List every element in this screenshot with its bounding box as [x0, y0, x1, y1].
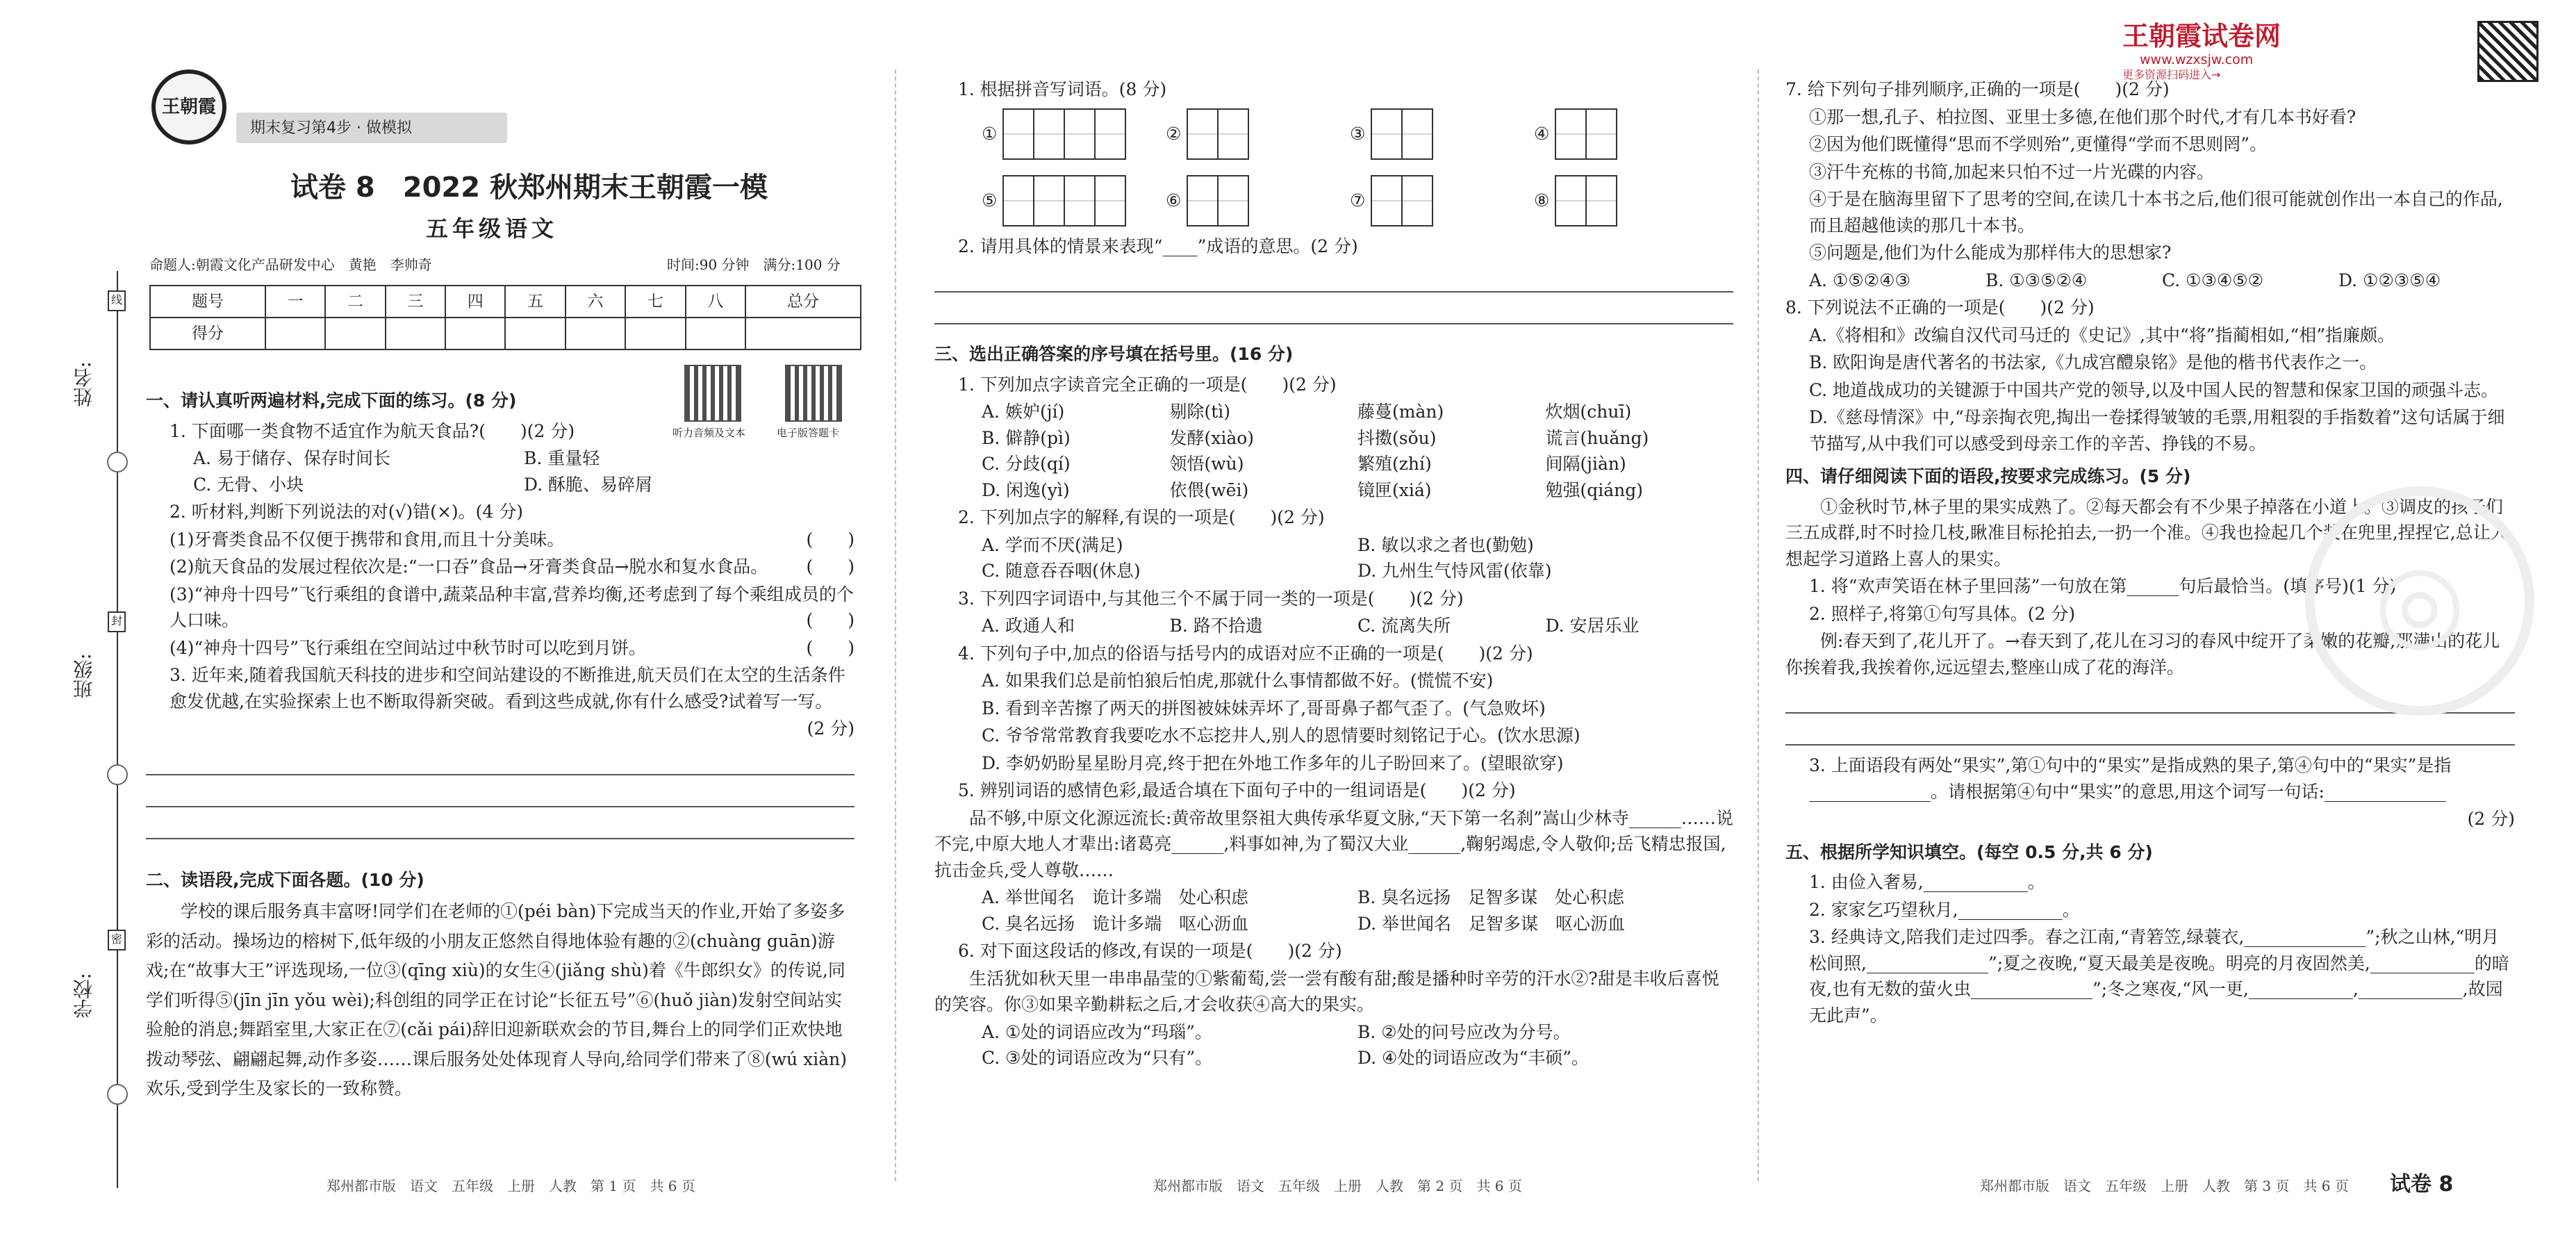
- grade-title: 五年级语文: [426, 215, 559, 242]
- page-footer: 郑州都市版 语文 五年级 上册 人教 第 1 页 共 6 页: [327, 1178, 695, 1194]
- column-divider: [1758, 69, 1759, 1181]
- binding-line: [117, 271, 118, 1188]
- judge-text: (2)航天食品的发展过程依次是:“一口吞”食品→牙膏类食品→脱水和复水食品。: [170, 557, 768, 577]
- margin-mark-secret: 密: [108, 930, 126, 950]
- margin-mark-seal: 封: [108, 611, 126, 632]
- option[interactable]: B. ①③⑤②④: [1985, 270, 2088, 290]
- answer-line[interactable]: [146, 743, 854, 775]
- answer-paren[interactable]: ( ): [806, 610, 854, 630]
- question: 3. 下列四字词语中,与其他三个不属于同一类的一项是( )(2 分): [958, 588, 1464, 609]
- options: [934, 399, 1733, 503]
- section-1-title: 一、请认真听两遍材料,完成下面的练习。(8 分): [146, 390, 517, 411]
- option: 抖擞(sǒu): [1357, 427, 1437, 448]
- option: 繁殖(zhí): [1357, 454, 1432, 474]
- brand-name: 王朝霞试卷网: [2122, 21, 2281, 51]
- option[interactable]: B. 看到辛苦擦了两天的拼图被妹妹弄坏了,哥哥鼻子都气歪了。(气急败坏): [982, 698, 1546, 718]
- brand-tip: 更多资源扫码进入→: [2122, 68, 2221, 81]
- option[interactable]: C. 臭名远扬 诡计多端 呕心沥血: [982, 913, 1249, 934]
- word-grid: [1166, 108, 1350, 160]
- grid-label: ②: [1166, 123, 1182, 144]
- score-header: 三: [386, 286, 445, 318]
- option: 依偎(wēi): [1169, 479, 1249, 500]
- question: 3. 上面语段有两处“果实”,第①句中的“果实”是指成熟的果子,第④句中的“果实”是指______________。请根据第④句中“果实”的意思,用这个词写一句话:______________: [1809, 755, 2452, 802]
- word-grid: [982, 108, 1166, 160]
- option[interactable]: A. 嫉妒(jí): [982, 402, 1065, 422]
- option[interactable]: C. 爷爷常常教育我要吃水不忘挖井人,别人的恩情要时刻铭记于心。(饮水思源): [982, 725, 1580, 746]
- option[interactable]: A. ①处的词语应改为“玛瑙”。: [982, 1021, 1212, 1042]
- question: 1. 根据拼音写词语。(8 分): [958, 79, 1167, 99]
- fill-item[interactable]: 2. 家家乞巧望秋月,____________。: [1809, 899, 2080, 920]
- option: 谎言(huǎng): [1545, 427, 1649, 448]
- option[interactable]: A. 举世闻名 诡计多端 处心积虑: [982, 887, 1248, 907]
- answer-paren[interactable]: ( ): [806, 529, 854, 550]
- brand-url: www.wzxsjw.com: [2140, 52, 2254, 67]
- sentence-item: ①那一想,孔子、柏拉图、亚里士多德,在他们那个时代,才有几本书好看?: [1809, 106, 2356, 127]
- option[interactable]: A. 学而不厌(满足): [982, 534, 1123, 555]
- word-grid: [1534, 108, 1718, 160]
- question: 1. 下面哪一类食物不适宜作为航天食品?( )(2 分): [170, 420, 575, 441]
- grid-label: ⑦: [1350, 190, 1366, 211]
- judge-item: [146, 527, 854, 553]
- word-grid: [1534, 175, 1718, 227]
- grid-label: ③: [1350, 123, 1366, 144]
- step-banner: 期末复习第4步 · 做模拟: [236, 113, 507, 143]
- question: 4. 下列句子中,加点的俗语与括号内的成语对应不正确的一项是( )(2 分): [958, 643, 1533, 664]
- page-footer: 郑州都市版 语文 五年级 上册 人教 第 2 页 共 6 页: [1153, 1178, 1522, 1194]
- question: 1. 下列加点字读音完全正确的一项是( )(2 分): [958, 374, 1337, 395]
- word-grid: [1350, 175, 1534, 227]
- char-boxes[interactable]: [1555, 175, 1616, 227]
- option[interactable]: D. 酥脆、易碎屑: [524, 474, 653, 495]
- option[interactable]: C. ①③④⑤②: [2162, 270, 2264, 290]
- option[interactable]: D. 闲逸(yì): [982, 479, 1070, 500]
- section-3-title: 三、选出正确答案的序号填在括号里。(16 分): [934, 344, 1294, 364]
- column-divider: [895, 69, 896, 1181]
- score-cell[interactable]: [386, 318, 445, 349]
- option[interactable]: D.《慈母情深》中,“母亲掏衣兜,掏出一卷揉得皱皱的毛票,用粗裂的手指数着”这句话属于细节描写,从中我们可以感受到母亲工作的辛苦、挣钱的不易。: [1809, 407, 2505, 454]
- option: 发酵(xiào): [1169, 427, 1255, 448]
- score-header: 七: [625, 286, 685, 318]
- binding-hole-icon: [107, 1084, 128, 1105]
- score-row-label: 得分: [150, 318, 265, 349]
- score-header: 八: [686, 286, 745, 318]
- score-header: 一: [265, 286, 325, 318]
- options: [934, 613, 1733, 639]
- option[interactable]: A.《将相和》改编自汉代司马迁的《史记》,其中“将”指蔺相如,“相”指廉颇。: [1809, 324, 2395, 345]
- option[interactable]: D. 安居乐业: [1545, 616, 1640, 636]
- question: 2. 照样子,将第①句写具体。(2 分): [1809, 603, 2076, 624]
- score-table-header-row: [150, 286, 861, 318]
- sentence-item: ⑤问题是,他们为什么能成为那样伟大的思想家?: [1809, 242, 2172, 263]
- option[interactable]: C. 随意吞吞咽(休息): [982, 561, 1141, 581]
- question: 2. 下列加点字的解释,有误的一项是( )(2 分): [958, 507, 1325, 527]
- paper-label: 试卷 8: [2390, 1172, 2454, 1196]
- judge-item: [146, 635, 854, 661]
- sentence-item: ②因为他们既懂得“思而不学则殆”,更懂得“学而不思则罔”。: [1809, 134, 2268, 154]
- class-label: 班级:: [72, 653, 95, 699]
- score-cell[interactable]: [265, 318, 325, 349]
- option[interactable]: C. 无骨、小块: [193, 474, 304, 495]
- score-header: 题号: [150, 286, 265, 318]
- sentence-item: ③汗牛充栋的书简,加起来只怕不过一片光碟的内容。: [1809, 161, 2214, 182]
- pinyin-grid: [982, 108, 1718, 227]
- score-note: (2 分): [2467, 809, 2515, 829]
- answer-line[interactable]: [934, 261, 1733, 293]
- word-grid: [1166, 175, 1350, 227]
- char-boxes[interactable]: [1002, 108, 1125, 160]
- option[interactable]: A. 易于储存、保存时间长: [193, 448, 390, 468]
- answer-line[interactable]: [934, 293, 1733, 324]
- answer-paren[interactable]: ( ): [806, 637, 854, 658]
- grid-label: ⑤: [982, 190, 998, 211]
- char-boxes[interactable]: [1187, 108, 1248, 160]
- option[interactable]: D. 李奶奶盼星星盼月亮,终于把在外地工作多年的儿子盼回来了。(望眼欲穿): [982, 752, 1564, 773]
- score-header: 六: [565, 286, 625, 318]
- option[interactable]: D. ①②③⑤④: [2338, 270, 2441, 290]
- page-column-1: [146, 381, 854, 1105]
- options: [934, 1019, 1733, 1071]
- answer-line[interactable]: [146, 807, 854, 839]
- option[interactable]: B. 敏以求之者也(勤勉): [1357, 534, 1534, 555]
- question: 2. 听材料,判断下列说法的对(√)错(×)。(4 分): [170, 502, 523, 522]
- judge-item: [146, 582, 854, 634]
- exam-title: 试卷 8 2022 秋郑州期末王朝霞一模: [290, 172, 768, 204]
- answer-paren[interactable]: ( ): [806, 557, 854, 577]
- option: 藤蔓(màn): [1357, 402, 1444, 422]
- judge-item: [146, 554, 854, 580]
- page-column-2: [934, 75, 1733, 1071]
- option[interactable]: B. 僻静(pì): [982, 427, 1071, 448]
- option[interactable]: A. 政通人和: [982, 616, 1075, 636]
- question: 7. 给下列句子排列顺序,正确的一项是( )(2 分): [1785, 79, 2170, 99]
- name-label: 姓名:: [72, 361, 95, 407]
- score-cell[interactable]: [445, 318, 505, 349]
- option[interactable]: B. 路不拾遗: [1169, 616, 1263, 636]
- time-info: 时间:90 分钟 满分:100 分: [667, 256, 841, 273]
- char-boxes[interactable]: [1371, 175, 1432, 227]
- grid-label: ⑥: [1166, 190, 1182, 211]
- option: 勉强(qiáng): [1545, 479, 1644, 500]
- reading-passage: 学校的课后服务真丰富呀!同学们在老师的①(péi bàn)下完成当天的作业,开始了多姿多彩的活动。操场边的榕树下,低年级的小朋友正悠然自得地体验有趣的②(chuàng guān)游戏;在“故事大王”评选现场,一位③(qīng xiù)的女生④(jiǎng shù)着《牛郎织女》的传说,同学们听得⑤(jīn jīn yǒu wèi);科创组的同学正在讨论“长征五号”⑥(huǒ jiàn)发射空间站实验舱的消息;舞蹈室里,大家正在⑦(cǎi pái)辞旧迎新联欢会的节目,舞台上的同学们正欢快地拨动琴弦、翩翩起舞,动作多姿……课后服务处处体现育人导向,给同学们带来了⑧(wú xiàn)欢乐,受到学生及家长的一致称赞。: [146, 901, 847, 1098]
- score-cell[interactable]: [505, 318, 565, 349]
- logo: [151, 69, 226, 145]
- word-grid: [982, 175, 1166, 227]
- option[interactable]: B. 欧阳询是唐代著名的书法家,《九成宫醴泉铭》是他的楷书代表作之一。: [1809, 352, 2377, 372]
- option[interactable]: C. 地道战成功的关键源于中国共产党的领导,以及中国人民的智慧和保家卫国的顽强斗志。: [1809, 379, 2499, 400]
- score-header: 总分: [745, 286, 861, 318]
- score-note: (2 分): [807, 718, 854, 739]
- logo-text: 王朝霞: [161, 96, 216, 117]
- score-cell[interactable]: [325, 318, 385, 349]
- option[interactable]: A. ①⑤②④③: [1809, 270, 1911, 290]
- options: [934, 532, 1733, 584]
- option: 炊烟(chuī): [1545, 402, 1632, 422]
- question-text: 生活犹如秋天里一串串晶莹的①紫葡萄,尝一尝有酸有甜;酸是播种时辛劳的汗水②?甜是丰收后喜悦的笑容。你③如果辛勤耕耘之后,才会收获④高大的果实。: [934, 968, 1719, 1014]
- option: 领悟(wù): [1169, 454, 1244, 474]
- option[interactable]: C. 流离失所: [1357, 616, 1451, 636]
- option[interactable]: A. 如果我们总是前怕狼后怕虎,那就什么事情都做不好。(慌慌不安): [982, 670, 1494, 691]
- binding-hole-icon: [107, 764, 128, 785]
- options: [1785, 267, 2515, 294]
- section-5-title: 五、根据所学知识填空。(每空 0.5 分,共 6 分): [1785, 841, 2153, 862]
- char-boxes[interactable]: [1371, 108, 1432, 160]
- example: 例:春天到了,花儿开了。→春天到了,花儿在习习的春风中绽开了柔嫩的花瓣,那满山的花儿你挨着我,我挨着你,远远望去,整座山成了花的海洋。: [1785, 631, 2500, 677]
- option[interactable]: D. ④处的词语应改为“丰硕”。: [1357, 1048, 1590, 1068]
- watermark-stamp-icon: ◎: [2305, 486, 2534, 716]
- char-boxes[interactable]: [1002, 175, 1125, 227]
- answer-line[interactable]: [1785, 714, 2515, 746]
- fill-item[interactable]: 1. 由俭入奢易,____________。: [1809, 872, 2045, 892]
- option[interactable]: C. 分歧(qí): [982, 454, 1071, 474]
- section-2-title: 二、读语段,完成下面各题。(10 分): [146, 869, 424, 890]
- char-boxes[interactable]: [1187, 175, 1248, 227]
- grid-label: ④: [1534, 123, 1550, 144]
- sentence-item: ④于是在脑海里留下了思考的空间,在读几十本书之后,他们很可能就创作出一本自己的作品,而且超越他读的那几十本书。: [1809, 189, 2503, 236]
- judge-text: (4)“神舟十四号”飞行乘组在空间站过中秋节时可以吃到月饼。: [170, 637, 646, 658]
- authors: 命题人:朝霞文化产品研发中心 黄艳 李帅奇: [149, 256, 432, 273]
- question: 3. 近年来,随着我国航天科技的进步和空间站建设的不断推进,航天员们在太空的生活条件愈发优越,在实验探索上也不断取得新突破。看到这些成就,你有什么感受?试着写一写。: [170, 665, 845, 711]
- judge-text: (3)“神舟十四号”飞行乘组的食谱中,蔬菜品种丰富,营养均衡,还考虑到了每个乘组成员的个人口味。: [170, 584, 854, 630]
- question: 2. 请用具体的情景来表现“____”成语的意思。(2 分): [958, 236, 1358, 256]
- option: 间隔(jiàn): [1545, 454, 1626, 474]
- score-header: 四: [445, 286, 505, 318]
- word-grid: [1350, 108, 1534, 160]
- answer-sheet-qr-caption: 电子版答题卡: [777, 427, 840, 439]
- options: [934, 884, 1733, 937]
- section-4-title: 四、请仔细阅读下面的语段,按要求完成练习。(5 分): [1785, 466, 2191, 486]
- page-footer: 郑州都市版 语文 五年级 上册 人教 第 3 页 共 6 页: [1980, 1178, 2349, 1194]
- option[interactable]: D. 九州生气恃风雷(依靠): [1357, 561, 1552, 581]
- margin-mark-line: 线: [108, 290, 126, 311]
- question: 1. 将“欢声笑语在林子里回荡”一句放在第______句后最恰当。(填序号)(1 分): [1809, 576, 2397, 596]
- grid-label: ⑧: [1534, 190, 1550, 211]
- audio-qr-caption: 听力音频及文本: [672, 427, 746, 439]
- score-cell[interactable]: [565, 318, 625, 349]
- fill-item[interactable]: 3. 经典诗文,陪我们走过四季。春之江南,“青箬笠,绿蓑衣,______________”;秋之山林,“明月松间照,______________”;夏之夜晚,“夏天最美是夜晚。明亮的月夜固然美,____________的暗夜,也有无数的萤火虫______________”;冬之寒夜,“风一更,____________,____________,故园无此声”。: [1809, 927, 2509, 1026]
- option: 剔除(tì): [1169, 402, 1231, 422]
- school-label: 学校:: [72, 973, 95, 1019]
- option: 镜匣(xiá): [1357, 479, 1432, 500]
- question: 8. 下列说法不正确的一项是( )(2 分): [1785, 297, 2095, 318]
- question-text: 品不够,中原文化源远流长:黄帝故里祭祖大典传承华夏文脉,“天下第一名刹”嵩山少林寺______……说不完,中原大地人才辈出:诸葛亮______,料事如神,为了蜀汉大业______,鞠躬竭虑,令人敬仰;岳飞精忠报国,抗击金兵,受人尊敬……: [934, 807, 1733, 880]
- char-boxes[interactable]: [1555, 108, 1616, 160]
- question: 6. 对下面这段话的修改,有误的一项是( )(2 分): [958, 941, 1342, 961]
- score-table: [149, 285, 861, 350]
- binding-hole-icon: [107, 452, 128, 472]
- score-cell[interactable]: [745, 318, 861, 349]
- option[interactable]: B. ②处的问号应改为分号。: [1357, 1021, 1571, 1042]
- score-header: 二: [325, 286, 385, 318]
- answer-line[interactable]: [146, 775, 854, 807]
- option[interactable]: D. 举世闻名 足智多谋 呕心沥血: [1357, 913, 1626, 934]
- score-header: 五: [505, 286, 565, 318]
- grid-label: ①: [982, 123, 998, 144]
- option[interactable]: B. 重量轻: [524, 448, 600, 468]
- option[interactable]: B. 臭名远扬 足智多谋 处心积虑: [1357, 887, 1625, 907]
- option[interactable]: C. ③处的词语应改为“只有”。: [982, 1048, 1213, 1068]
- question: 5. 辨别词语的感情色彩,最适合填在下面句子中的一组词语是( )(2 分): [958, 780, 1516, 800]
- score-cell[interactable]: [625, 318, 685, 349]
- options: [146, 445, 854, 497]
- score-table-row: [150, 318, 861, 349]
- score-cell[interactable]: [686, 318, 745, 349]
- reading-passage: ①金秋时节,林子里的果实成熟了。②每天都会有不少果子掉落在小道上。③调皮的孩子们三五成群,时不时捡几枝,瞅准目标抡拍去,一扔一个准。④我也捡起几个装在兜里,捏捏它,总让人想起学习道路上喜人的果实。: [1785, 496, 2508, 569]
- judge-text: (1)牙膏类食品不仅便于携带和食用,而且十分美味。: [170, 529, 565, 550]
- brand-qr-code-icon: [2477, 21, 2538, 82]
